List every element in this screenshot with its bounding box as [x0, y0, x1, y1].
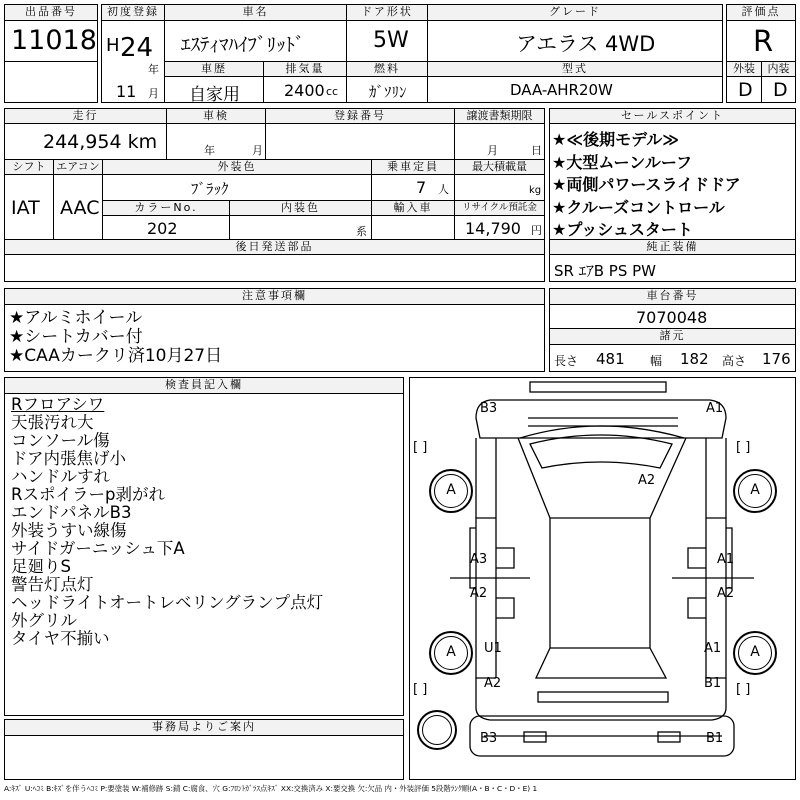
- max-load-label: 最大積載量: [454, 159, 545, 175]
- max-load-unit: kg: [529, 185, 542, 196]
- inspector-item: 外グリル: [11, 611, 77, 630]
- bracket-left: [ ]: [413, 440, 428, 455]
- sales-points-cell: [549, 123, 796, 240]
- lot-blank: [4, 61, 98, 103]
- equipment: SR ｴｱB PS PW: [554, 262, 656, 280]
- score-cell: [726, 20, 796, 62]
- inspector-item: コンソール傷: [11, 431, 110, 450]
- inspector-item: タイヤ不揃い: [11, 629, 110, 648]
- damage-mark: A2: [470, 586, 488, 601]
- interior-grade-cell: [761, 76, 796, 103]
- length-label: 長さ: [554, 354, 579, 368]
- wheel-front-left: [429, 469, 473, 513]
- import-cell: [371, 215, 455, 240]
- grade-label: グレード: [427, 4, 723, 21]
- transfer-docs-cell: [454, 123, 545, 160]
- reg-month: 11: [116, 82, 137, 101]
- damage-mark: A2: [717, 586, 735, 601]
- note-item: ★シートカバー付: [9, 327, 143, 347]
- dimensions-label: 諸元: [549, 328, 796, 345]
- lot-number: 11018: [11, 25, 97, 56]
- wheel-mark: A: [750, 644, 760, 660]
- notes-cell: [4, 304, 545, 372]
- bracket-right-lower: [ ]: [736, 682, 751, 697]
- mileage: 244,954 km: [43, 131, 158, 153]
- sales-point-item: ★大型ムーンルーフ: [552, 152, 693, 172]
- capacity-label: 乗車定員: [371, 159, 455, 175]
- wheel-mark: A: [750, 482, 760, 498]
- model-name-label: 車名: [164, 4, 347, 21]
- capacity: 7: [416, 178, 427, 197]
- inspector-item: 天張汚れ大: [11, 413, 94, 432]
- first-reg-label: 初度登録: [101, 4, 165, 21]
- equipment-cell: [549, 254, 796, 282]
- wheel-rear-right: [733, 631, 777, 675]
- color-no-cell: [102, 215, 230, 240]
- width-value: 182: [680, 350, 709, 368]
- note-item: ★CAAカークリ済10月27日: [9, 346, 223, 366]
- transfer-month-unit: 月: [487, 144, 498, 157]
- displacement-label: 排気量: [263, 61, 347, 77]
- transfer-day-unit: 日: [531, 144, 542, 157]
- chassis-label: 車台番号: [549, 288, 796, 305]
- sales-point-item: ★≪後期モデル≫: [552, 130, 680, 149]
- damage-mark: A1: [704, 641, 722, 656]
- capacity-cell: [371, 174, 455, 201]
- shift-label: シフト: [4, 159, 54, 175]
- notes-label: 注意事項欄: [4, 288, 545, 305]
- aircon: AAC: [60, 197, 100, 219]
- exterior-grade-cell: [726, 76, 762, 103]
- legend: A:ｷｽﾞ U:ﾍｺﾐ B:ｷｽﾞを伴うﾍｺﾐ P:要塗装 W:補修跡 S:錆 C:腐食、穴 G:ﾌﾛﾝﾄｶﾞﾗｽ点ｷｽﾞ XX:交換済み X:要交換 欠:欠品 内・外装評価 5段階ﾗﾝｸ順(A・B・C・D・E) 1: [4, 784, 538, 793]
- recycle: 14,790: [465, 219, 521, 238]
- exterior-color-label: 外装色: [102, 159, 372, 175]
- recycle-unit: 円: [531, 224, 542, 237]
- reg-number-cell: [265, 123, 455, 160]
- fuel-cell: [346, 76, 428, 103]
- length-value: 481: [596, 350, 625, 368]
- mileage-cell: [4, 123, 167, 160]
- inspection-year-unit: 年: [204, 144, 215, 157]
- model-code-label: 型式: [427, 61, 723, 77]
- shift-cell: [4, 174, 54, 240]
- score: R: [753, 24, 774, 58]
- height-value: 176: [762, 350, 791, 368]
- dimensions-cell: [549, 344, 796, 372]
- office-cell: [4, 735, 404, 780]
- damage-mark: B3: [480, 731, 498, 746]
- wheel-front-right: [733, 469, 777, 513]
- exterior-grade: D: [738, 79, 753, 101]
- wheel-mark: A: [446, 644, 456, 660]
- sales-point-item: ★両側パワースライドドア: [552, 175, 741, 194]
- door-cell: [346, 20, 428, 62]
- wheel-mark: A: [446, 482, 456, 498]
- inspector-item: 外装うすい線傷: [11, 521, 127, 540]
- era: H: [106, 35, 120, 56]
- fuel-label: 燃料: [346, 61, 428, 77]
- chassis-cell: [549, 304, 796, 329]
- recycle-cell: [454, 215, 545, 240]
- displacement: 2400: [284, 81, 325, 100]
- inspector-cell: [4, 393, 404, 716]
- damage-mark: A1: [717, 552, 735, 567]
- capacity-unit: 人: [438, 183, 449, 196]
- sales-point-item: ★クルーズコントロール: [552, 197, 725, 217]
- interior-grade-label: 内装: [761, 61, 796, 77]
- later-parts-cell: [4, 254, 545, 282]
- lot-cell: [4, 20, 98, 62]
- car-outline: [410, 378, 795, 779]
- displacement-unit: cc: [326, 85, 339, 98]
- color-no-label: カラーNo.: [102, 200, 230, 216]
- inspector-item: Rフロアシワ: [11, 395, 105, 414]
- reg-year: 24: [120, 33, 154, 63]
- exterior-grade-label: 外装: [726, 61, 762, 77]
- damage-mark: A2: [638, 473, 656, 488]
- exterior-color-cell: [102, 174, 372, 201]
- note-item: ★アルミホイール: [9, 308, 143, 328]
- inspector-item: エンドパネルB3: [11, 503, 132, 522]
- fuel: ｶﾞｿﾘﾝ: [369, 83, 407, 101]
- exterior-color: ﾌﾞﾗｯｸ: [191, 180, 229, 198]
- reg-month-unit: 月: [148, 87, 159, 100]
- inspector-item: 警告灯点灯: [11, 575, 94, 594]
- damage-diagram: [409, 377, 796, 780]
- recycle-label: リサイクル預託金: [454, 200, 545, 216]
- door-label: ドア形状: [346, 4, 428, 21]
- history-label: 車歴: [164, 61, 264, 77]
- model-name-cell: [164, 20, 347, 62]
- mileage-label: 走行: [4, 108, 167, 124]
- score-label: 評価点: [726, 4, 796, 21]
- first-reg-cell: [101, 20, 165, 103]
- inspector-item: ヘッドライトオートレベリングランプ点灯: [11, 593, 324, 612]
- model-code: DAA-AHR20W: [510, 81, 613, 99]
- sales-point-item: ★プッシュスタート: [552, 220, 693, 239]
- aircon-cell: [53, 174, 103, 240]
- damage-mark: B1: [706, 731, 724, 746]
- door-type: 5W: [373, 28, 409, 53]
- spare-wheel: [417, 710, 457, 750]
- notes-list: [9, 309, 222, 366]
- sales-points-label: セールスポイント: [549, 108, 796, 124]
- inspection-month-unit: 月: [252, 144, 263, 157]
- damage-mark: A1: [706, 401, 724, 416]
- inspector-label: 検査員記入欄: [4, 377, 404, 394]
- transfer-docs-label: 譲渡書類期限: [454, 108, 545, 124]
- model-code-cell: [427, 76, 723, 103]
- history-cell: [164, 76, 264, 103]
- later-parts-label: 後日発送部品: [4, 239, 545, 255]
- height-label: 高さ: [722, 354, 747, 368]
- displacement-cell: [263, 76, 347, 103]
- inspector-item: ドア内張焦げ小: [11, 449, 127, 468]
- reg-year-unit: 年: [148, 63, 159, 76]
- sales-points-list: [552, 129, 741, 242]
- aircon-label: エアコン: [53, 159, 103, 175]
- lot-label: 出品番号: [4, 4, 98, 21]
- interior-color-unit: 系: [356, 225, 367, 238]
- damage-mark: A3: [470, 552, 488, 567]
- reg-number-label: 登録番号: [265, 108, 455, 124]
- bracket-right: [ ]: [736, 440, 751, 455]
- interior-color-cell: [229, 215, 372, 240]
- office-label: 事務局よりご案内: [4, 719, 404, 736]
- damage-mark: A2: [484, 676, 502, 691]
- damage-mark: U1: [484, 641, 502, 656]
- inspector-list: [11, 396, 323, 648]
- inspection-label: 車検: [166, 108, 266, 124]
- inspection-cell: [166, 123, 266, 160]
- color-no: 202: [147, 219, 178, 238]
- wheel-rear-left: [429, 631, 473, 675]
- import-label: 輸入車: [371, 200, 455, 216]
- damage-mark: B3: [480, 401, 498, 416]
- chassis-number: 7070048: [636, 308, 708, 327]
- grade-cell: [427, 20, 723, 62]
- model-name: ｴｽﾃｨﾏﾊｲﾌﾞﾘｯﾄﾞ: [181, 34, 305, 56]
- max-load-cell: [454, 174, 545, 201]
- shift: IAT: [11, 197, 40, 219]
- inspector-item: 足廻りS: [11, 557, 71, 576]
- history: 自家用: [189, 85, 240, 105]
- inspector-item: サイドガーニッシュ下A: [11, 539, 185, 558]
- grade: アエラス 4WD: [516, 32, 656, 56]
- interior-grade: D: [773, 79, 788, 101]
- bracket-left-lower: [ ]: [413, 682, 428, 697]
- width-label: 幅: [650, 354, 663, 368]
- equipment-label: 純正装備: [549, 239, 796, 255]
- inspector-item: ハンドルすれ: [11, 467, 110, 486]
- interior-color-label: 内装色: [229, 200, 372, 216]
- inspector-item: Rスポイラーp剥がれ: [11, 485, 165, 504]
- damage-mark: B1: [704, 676, 722, 691]
